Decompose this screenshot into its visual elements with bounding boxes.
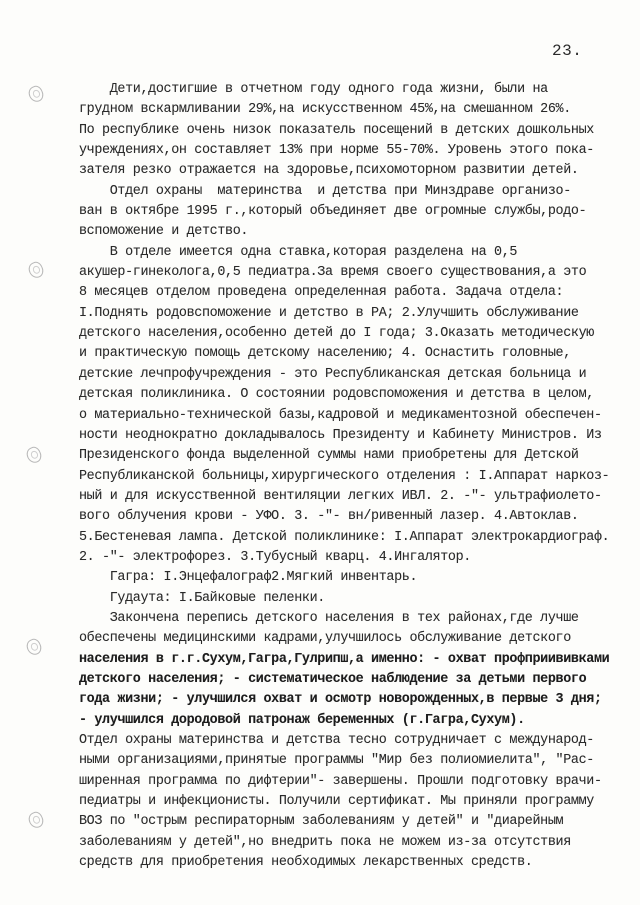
text-line: Закончена перепись детского населения в тех районах,где лучше (79, 610, 579, 626)
text-line: заболеваниям у детей",но внедрить пока не можем из-за отсутствия (79, 834, 571, 850)
text-line: средств для приобретения необходимых лекарственных средств. (79, 855, 533, 871)
page-number: 23. (552, 42, 583, 60)
text-line: Гагра: I.Энцефалограф2.Мягкий инвентарь. (79, 570, 418, 586)
text-line: акушер-гинеколога,0,5 педиатра.За время своего существования,а это (79, 265, 587, 281)
text-line: Президенского фонда выделенной суммы нами приобретены для Детской (79, 448, 579, 464)
binder-hole-mark (26, 810, 45, 830)
text-line: детского населения,особенно детей до I года; 3.Оказать методическую (79, 326, 594, 342)
text-line: 5.Бестеневая лампа. Детской поликлинике: I.Аппарат электрокардиограф. (79, 529, 610, 545)
text-line: По республике очень низок показатель посещений в детских дошкольных (79, 122, 594, 138)
text-line: детского населения; - систематическое наблюдение за детьми первого (79, 671, 587, 687)
text-line: ширенная программа по дифтерии"- завершены. Прошли подготовку врачи- (79, 773, 602, 789)
text-line: I.Поднять родовспоможение и детство в РА; 2.Улучшить обслуживание (79, 305, 579, 321)
binder-hole-mark (26, 260, 45, 280)
text-line: вого облучения крови - УФО. 3. -"- вн/ривенный лазер. 4.Автоклав. (79, 509, 579, 525)
binder-hole-mark (24, 445, 43, 465)
text-line: педиатры и инфекционисты. Получили сертификат. Мы приняли программу (79, 794, 594, 810)
text-line: и практическую помощь детскому населению; 4. Оснастить головные, (79, 346, 571, 362)
text-line: Отдел охраны материнства и детства тесно сотрудничает с международ- (79, 733, 594, 748)
text-line: ВОЗ по "острым респираторным заболеваниям у детей" и "диарейным (79, 814, 564, 830)
text-line: Республиканской больницы,хирургического отделения : I.Аппарат наркоз- (79, 468, 610, 484)
text-line: 8 месяцев отделом проведена определенная работа. Задача отдела: (79, 285, 564, 301)
text-line: ности неоднократно докладывалось Президенту и Кабинету Министров. Из (79, 427, 602, 443)
binder-hole-mark (26, 84, 45, 104)
text-line: населения в г.г.Сухум,Гагра,Гулрипш,а именно: - охват профприививками (79, 651, 610, 667)
text-line: детская поликлиника. О состоянии родовспоможения и детства в целом, (79, 387, 594, 403)
text-line: грудном вскармливании 29%,на искусственном 45%,на смешанном 26%. (79, 102, 571, 118)
text-line: 2. -"- электрофорез. 3.Тубусный кварц. 4.Ингалятор. (79, 549, 471, 565)
text-line: Дети,достигшие в отчетном году одного года жизни, были на (79, 82, 548, 97)
text-line: зателя резко отражается на здоровье,психомоторном развитии детей. (79, 163, 579, 179)
text-line: В отделе имеется одна ставка,которая разделена на 0,5 (79, 244, 518, 260)
text-line: Гудаута: I.Байковые пеленки. (79, 590, 325, 606)
body-text (79, 80, 627, 873)
binder-hole-mark (24, 637, 43, 657)
text-line: учреждениях,он составляет 13% при норме 55-70%. Уровень этого пока- (79, 143, 594, 159)
text-line: ный и для искусственной вентиляции легких ИВЛ. 2. -"- ультрафиолето- (79, 488, 602, 504)
text-line: детские лечпрофучреждения - это Республиканская детская больница и (79, 366, 587, 382)
text-line: ными организациями,принятые программы "Мир без полиомиелита", "Рас- (79, 753, 594, 769)
text-line: о материально-технической базы,кадровой и медикаментозной обеспечен- (79, 407, 602, 423)
text-line: года жизни; - улучшился охват и осмотр новорожденных,в первые 3 дня; (79, 692, 602, 708)
text-line: ван в октябре 1995 г.,который объединяет две огромные службы,родо- (79, 204, 587, 220)
text-line: обеспечены медицинскими кадрами,улучшилось обслуживание детского (79, 631, 571, 647)
text-line: вспоможение и детство. (79, 224, 249, 240)
text-line: - улучшился дородовой патронаж беременных (г.Гагра,Сухум). (79, 712, 525, 728)
text-line: Отдел охраны материнства и детства при Минздраве организо- (79, 183, 571, 199)
